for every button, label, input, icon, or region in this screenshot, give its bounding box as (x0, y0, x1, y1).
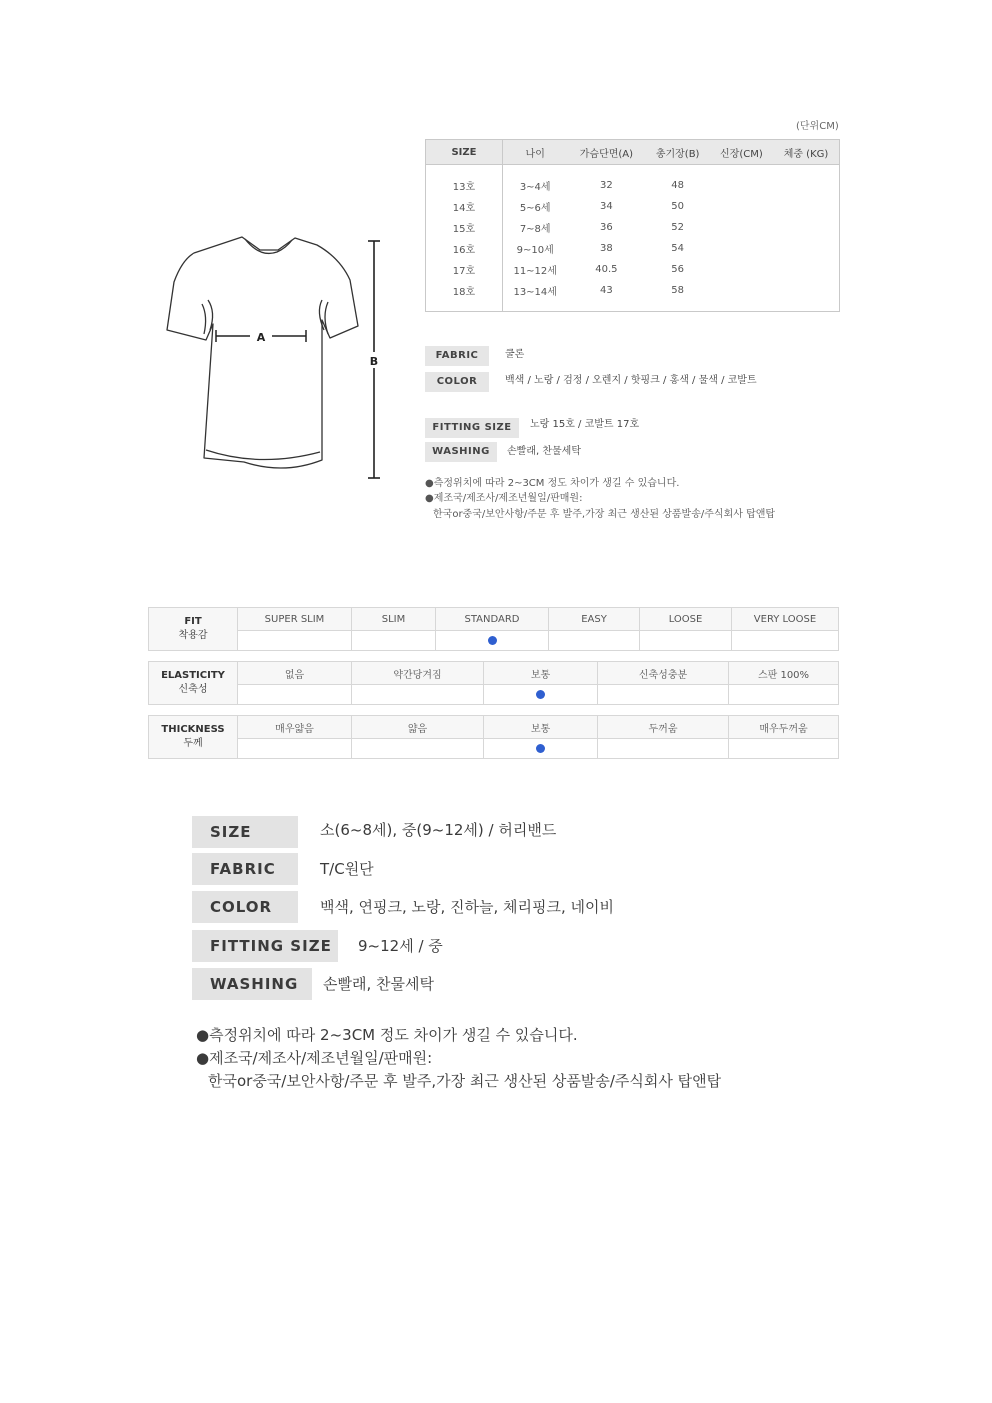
left-sleeve-fold (208, 300, 213, 330)
note-manufacturer-detail: 한국or중국/보안사항/주문 후 발주,가장 최근 생산된 상품발송/주식회사 탑앤탑 (433, 509, 776, 520)
big-color-value: 백색, 연핑크, 노랑, 진하늘, 체리핑크, 네이비 (320, 898, 615, 916)
elasticity-header (149, 662, 238, 705)
fitting-size-value: 노랑 15호 / 코발트 17호 (530, 419, 640, 430)
big-note-measurement: ●측정위치에 따라 2~3CM 정도 차이가 생길 수 있습니다. (196, 1026, 578, 1044)
table-row (426, 238, 840, 259)
fabric-label: FABRIC (425, 346, 489, 366)
elasticity-cell-selected (484, 685, 598, 705)
cell-age: 7~8세 (519, 224, 551, 235)
right-sleeve-fold (319, 300, 324, 330)
thickness-cell (352, 739, 484, 759)
big-size-value: 소(6~8세), 중(9~12세) / 허리밴드 (320, 821, 557, 839)
cell-length: 48 (671, 180, 685, 191)
big-fitting-size-label: FITTING SIZE (192, 930, 338, 962)
fit-cell-selected (436, 631, 549, 651)
size-table (425, 139, 840, 312)
fit-option: LOOSE (640, 608, 732, 631)
cell-size: 13호 (426, 175, 503, 196)
table-row (426, 280, 840, 301)
cell-height (710, 175, 773, 196)
elasticity-header-title: ELASTICITY (161, 670, 225, 681)
cell-size: 16호 (426, 238, 503, 259)
big-fitting-size-value: 9~12세 / 중 (358, 937, 443, 955)
col-chest: 가슴단면(A) (567, 140, 645, 165)
cell-chest: 34 (600, 201, 613, 212)
thickness-option: 두꺼움 (598, 716, 729, 739)
fit-option: VERY LOOSE (732, 608, 839, 631)
cell-weight (773, 259, 840, 280)
cell-age: 9~10세 (516, 245, 554, 256)
elasticity-cell (598, 685, 729, 705)
elasticity-option: 약간당겨짐 (352, 662, 484, 685)
left-sleeve-fold-2 (202, 304, 206, 334)
elasticity-option: 스판 100% (729, 662, 839, 685)
tshirt-outline (167, 237, 358, 468)
cell-chest: 32 (600, 180, 613, 191)
cell-weight (773, 217, 840, 238)
thickness-header-title: THICKNESS (161, 724, 225, 735)
elasticity-option: 없음 (238, 662, 352, 685)
table-row (426, 175, 840, 196)
neckline (245, 239, 292, 253)
elasticity-cell (238, 685, 352, 705)
fit-header-title: FIT (184, 616, 202, 627)
color-value: 백색 / 노랑 / 검정 / 오렌지 / 핫핑크 / 홍색 / 물색 / 코발트 (505, 375, 757, 386)
fit-option: SUPER SLIM (238, 608, 352, 631)
fabric-value: 쿨론 (505, 349, 525, 360)
big-washing-label: WASHING (192, 968, 312, 1000)
big-note-manufacturer: ●제조국/제조사/제조년월일/판매원: (196, 1049, 433, 1067)
fit-option: EASY (549, 608, 640, 631)
big-size-label: SIZE (192, 816, 298, 848)
big-fabric-value: T/C원단 (320, 860, 374, 878)
fit-cell (732, 631, 839, 651)
fit-table (148, 607, 839, 651)
elasticity-table (148, 661, 839, 705)
tshirt-measurement-diagram (160, 230, 390, 485)
cell-size: 17호 (426, 259, 503, 280)
cell-length: 52 (671, 222, 685, 233)
thickness-cell (598, 739, 729, 759)
cell-height (710, 280, 773, 301)
fit-cell (640, 631, 732, 651)
cell-height (710, 238, 773, 259)
cell-age: 5~6세 (519, 203, 551, 214)
col-length: 총기장(B) (645, 140, 709, 165)
elasticity-header-sub: 신축성 (178, 684, 208, 695)
table-row (426, 259, 840, 280)
col-age: 나이 (503, 140, 568, 165)
thickness-cell (238, 739, 352, 759)
cell-weight (773, 196, 840, 217)
thickness-cell (729, 739, 839, 759)
big-note-manufacturer-detail: 한국or중국/보안사항/주문 후 발주,가장 최근 생산된 상품발송/주식회사 탑앤탑 (208, 1072, 722, 1090)
cell-size: 18호 (426, 280, 503, 301)
cell-height (710, 196, 773, 217)
cell-chest: 43 (600, 285, 613, 296)
thickness-option: 매우얇음 (238, 716, 352, 739)
cell-size: 14호 (426, 196, 503, 217)
selected-dot-icon (488, 636, 497, 645)
cell-length: 54 (671, 243, 685, 254)
big-color-label: COLOR (192, 891, 298, 923)
elasticity-cell (352, 685, 484, 705)
thickness-option: 얇음 (352, 716, 484, 739)
fit-cell (352, 631, 436, 651)
fit-option: STANDARD (436, 608, 549, 631)
cell-chest: 38 (600, 243, 613, 254)
thickness-option: 보통 (484, 716, 598, 739)
selected-dot-icon (536, 690, 545, 699)
label-a: A (256, 331, 266, 344)
note-measurement: ●측정위치에 따라 2~3CM 정도 차이가 생길 수 있습니다. (425, 478, 680, 489)
washing-label: WASHING (425, 442, 497, 462)
col-height: 신장(CM) (710, 140, 773, 165)
fit-cell (549, 631, 640, 651)
elasticity-cell (729, 685, 839, 705)
table-row (426, 196, 840, 217)
cell-age: 3~4세 (519, 182, 551, 193)
fit-header (149, 608, 238, 651)
big-washing-value: 손빨래, 찬물세탁 (323, 975, 434, 993)
thickness-header (149, 716, 238, 759)
fit-header-sub: 착용감 (178, 630, 208, 641)
cell-height (710, 259, 773, 280)
elasticity-option: 신축성충분 (598, 662, 729, 685)
fit-option: SLIM (352, 608, 436, 631)
cell-length: 50 (671, 201, 685, 212)
size-table-header (426, 140, 840, 165)
big-fabric-label: FABRIC (192, 853, 298, 885)
cell-height (710, 217, 773, 238)
thickness-option: 매우두꺼움 (729, 716, 839, 739)
note-manufacturer: ●제조국/제조사/제조년월일/판매원: (425, 493, 583, 504)
fitting-size-label: FITTING SIZE (425, 418, 519, 438)
cell-size: 15호 (426, 217, 503, 238)
thickness-cell-selected (484, 739, 598, 759)
cell-age: 11~12세 (513, 266, 557, 277)
cell-length: 58 (671, 285, 685, 296)
cell-chest: 40.5 (595, 264, 618, 275)
thickness-table (148, 715, 839, 759)
col-weight: 체중 (KG) (773, 140, 840, 165)
color-label: COLOR (425, 372, 489, 392)
washing-value: 손빨래, 찬물세탁 (507, 446, 581, 457)
cell-weight (773, 238, 840, 259)
selected-dot-icon (536, 744, 545, 753)
cell-age: 13~14세 (513, 287, 557, 298)
thickness-header-sub: 두께 (183, 738, 203, 749)
elasticity-option: 보통 (484, 662, 598, 685)
table-row (426, 217, 840, 238)
fit-cell (238, 631, 352, 651)
hem-line (206, 450, 320, 460)
cell-length: 56 (671, 264, 685, 275)
cell-chest: 36 (600, 222, 613, 233)
cell-weight (773, 175, 840, 196)
col-size: SIZE (426, 140, 503, 165)
unit-label: (단위CM) (796, 121, 839, 132)
label-b: B (369, 355, 379, 368)
cell-weight (773, 280, 840, 301)
